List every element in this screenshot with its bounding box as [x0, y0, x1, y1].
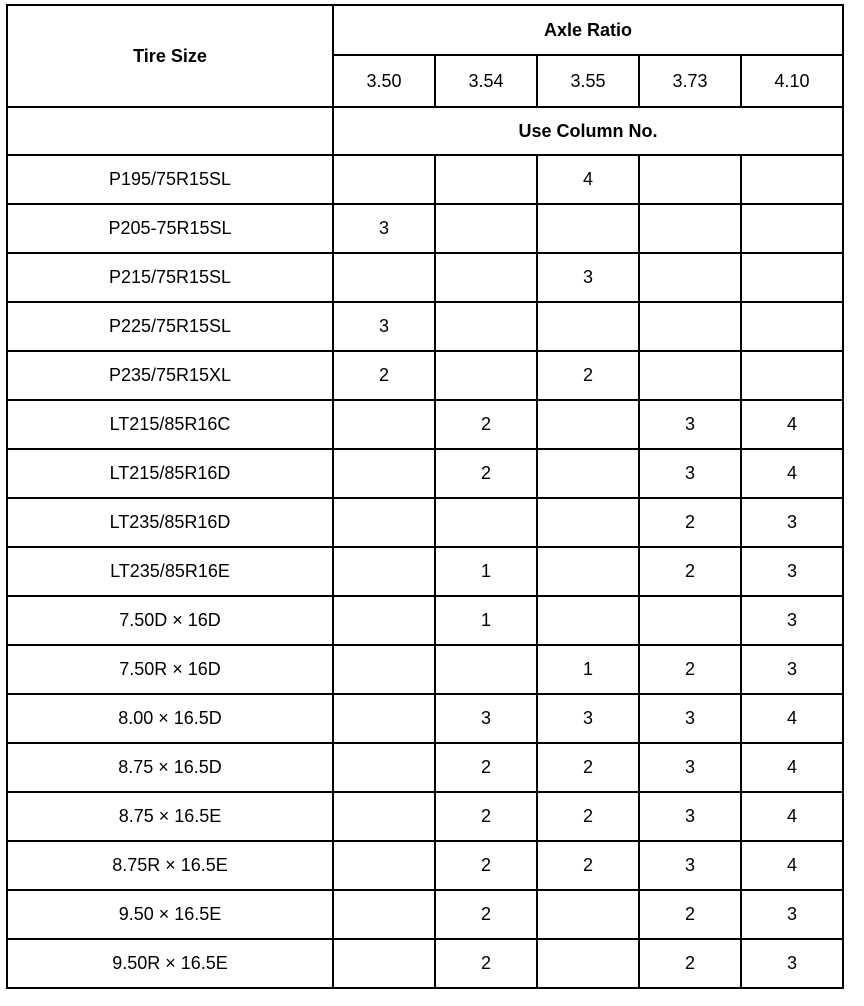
tire-size-cell: P195/75R15SL [7, 155, 333, 204]
tire-size-cell: LT215/85R16D [7, 449, 333, 498]
table-row [7, 498, 843, 547]
tire-size-cell: 7.50D × 16D [7, 596, 333, 645]
column-number-cell [333, 743, 435, 792]
column-number-cell: 2 [639, 498, 741, 547]
table-row [7, 302, 843, 351]
column-number-cell: 3 [639, 792, 741, 841]
column-number-cell: 1 [435, 547, 537, 596]
blank-header-cell [7, 107, 333, 155]
column-number-cell: 4 [537, 155, 639, 204]
column-number-cell [537, 890, 639, 939]
column-number-cell: 4 [741, 400, 843, 449]
axle-ratio-value: 3.55 [537, 55, 639, 107]
column-number-cell: 3 [741, 645, 843, 694]
tire-size-cell: P205-75R15SL [7, 204, 333, 253]
column-number-cell: 3 [333, 302, 435, 351]
column-number-cell [333, 155, 435, 204]
column-number-cell [333, 645, 435, 694]
column-number-cell: 3 [435, 694, 537, 743]
column-number-cell: 2 [639, 939, 741, 988]
table-row [7, 547, 843, 596]
table-row [7, 841, 843, 890]
column-number-cell [435, 253, 537, 302]
column-number-cell [639, 253, 741, 302]
table-row [7, 351, 843, 400]
column-number-cell [435, 645, 537, 694]
tire-size-cell: LT235/85R16D [7, 498, 333, 547]
column-number-cell [741, 351, 843, 400]
tire-size-cell: P225/75R15SL [7, 302, 333, 351]
column-number-cell [639, 155, 741, 204]
column-number-cell [333, 449, 435, 498]
column-number-cell: 3 [741, 547, 843, 596]
table-row [7, 204, 843, 253]
column-number-cell: 3 [741, 498, 843, 547]
column-number-cell [435, 204, 537, 253]
table-row [7, 743, 843, 792]
column-number-cell [537, 939, 639, 988]
column-number-cell [333, 400, 435, 449]
column-number-cell [333, 253, 435, 302]
column-number-cell: 2 [435, 743, 537, 792]
column-number-cell [333, 694, 435, 743]
axle-ratio-value: 4.10 [741, 55, 843, 107]
column-number-cell: 3 [639, 449, 741, 498]
column-number-cell [333, 792, 435, 841]
table-row [7, 253, 843, 302]
table-row [7, 400, 843, 449]
column-number-cell [639, 351, 741, 400]
axle-ratio-value: 3.73 [639, 55, 741, 107]
column-number-cell [537, 596, 639, 645]
column-number-cell [639, 302, 741, 351]
column-number-cell [741, 204, 843, 253]
table-row [7, 939, 843, 988]
tire-size-cell: LT235/85R16E [7, 547, 333, 596]
column-number-cell: 3 [639, 400, 741, 449]
table-row [7, 792, 843, 841]
column-number-cell [333, 841, 435, 890]
column-number-cell [537, 302, 639, 351]
tire-size-cell: P235/75R15XL [7, 351, 333, 400]
column-number-cell: 2 [435, 792, 537, 841]
column-number-cell [741, 155, 843, 204]
column-number-cell [435, 155, 537, 204]
column-number-cell: 1 [537, 645, 639, 694]
column-number-cell: 2 [639, 547, 741, 596]
column-number-cell: 3 [537, 253, 639, 302]
tire-size-cell: 8.75 × 16.5E [7, 792, 333, 841]
column-number-cell [333, 498, 435, 547]
column-number-cell [537, 400, 639, 449]
column-number-cell: 2 [639, 645, 741, 694]
column-number-cell [435, 302, 537, 351]
column-number-cell [435, 351, 537, 400]
table-row [7, 645, 843, 694]
column-number-cell: 1 [435, 596, 537, 645]
column-number-cell [537, 547, 639, 596]
tire-axle-ratio-table [6, 4, 844, 989]
column-number-cell: 2 [435, 449, 537, 498]
column-number-cell: 3 [741, 939, 843, 988]
column-number-cell: 3 [639, 743, 741, 792]
tire-size-cell: 8.00 × 16.5D [7, 694, 333, 743]
column-number-cell: 2 [435, 939, 537, 988]
tire-size-header: Tire Size [7, 5, 333, 107]
column-number-cell: 2 [537, 841, 639, 890]
column-number-cell: 4 [741, 743, 843, 792]
column-number-cell [435, 498, 537, 547]
column-number-cell: 3 [741, 596, 843, 645]
column-number-cell: 4 [741, 694, 843, 743]
column-number-cell: 4 [741, 841, 843, 890]
column-number-cell: 4 [741, 792, 843, 841]
column-number-cell [333, 890, 435, 939]
tire-size-cell: 8.75 × 16.5D [7, 743, 333, 792]
column-number-cell: 3 [537, 694, 639, 743]
column-number-cell: 2 [537, 792, 639, 841]
column-number-cell: 3 [639, 841, 741, 890]
tire-size-cell: P215/75R15SL [7, 253, 333, 302]
axle-ratio-value: 3.50 [333, 55, 435, 107]
column-number-cell: 2 [537, 743, 639, 792]
table-row [7, 449, 843, 498]
column-number-cell: 2 [639, 890, 741, 939]
column-number-cell: 3 [741, 890, 843, 939]
column-number-cell: 2 [333, 351, 435, 400]
column-number-cell [537, 498, 639, 547]
table-row [7, 596, 843, 645]
table-row [7, 155, 843, 204]
column-number-cell: 2 [435, 890, 537, 939]
column-number-cell [741, 253, 843, 302]
column-number-cell [537, 449, 639, 498]
column-number-cell [333, 596, 435, 645]
column-number-cell: 2 [435, 400, 537, 449]
tire-size-cell: 7.50R × 16D [7, 645, 333, 694]
column-number-cell: 3 [639, 694, 741, 743]
column-number-cell: 4 [741, 449, 843, 498]
tire-size-cell: 8.75R × 16.5E [7, 841, 333, 890]
column-number-cell [741, 302, 843, 351]
axle-ratio-value: 3.54 [435, 55, 537, 107]
column-number-cell: 3 [333, 204, 435, 253]
column-number-cell [639, 204, 741, 253]
column-number-cell [537, 204, 639, 253]
tire-size-cell: 9.50R × 16.5E [7, 939, 333, 988]
table-body [7, 155, 843, 988]
tire-size-cell: 9.50 × 16.5E [7, 890, 333, 939]
column-number-cell [333, 939, 435, 988]
axle-ratio-header: Axle Ratio [333, 5, 843, 55]
tire-size-cell: LT215/85R16C [7, 400, 333, 449]
table-row [7, 694, 843, 743]
table-row [7, 890, 843, 939]
column-number-cell [333, 547, 435, 596]
column-number-cell [639, 596, 741, 645]
column-number-cell: 2 [435, 841, 537, 890]
column-number-cell: 2 [537, 351, 639, 400]
use-column-header: Use Column No. [333, 107, 843, 155]
